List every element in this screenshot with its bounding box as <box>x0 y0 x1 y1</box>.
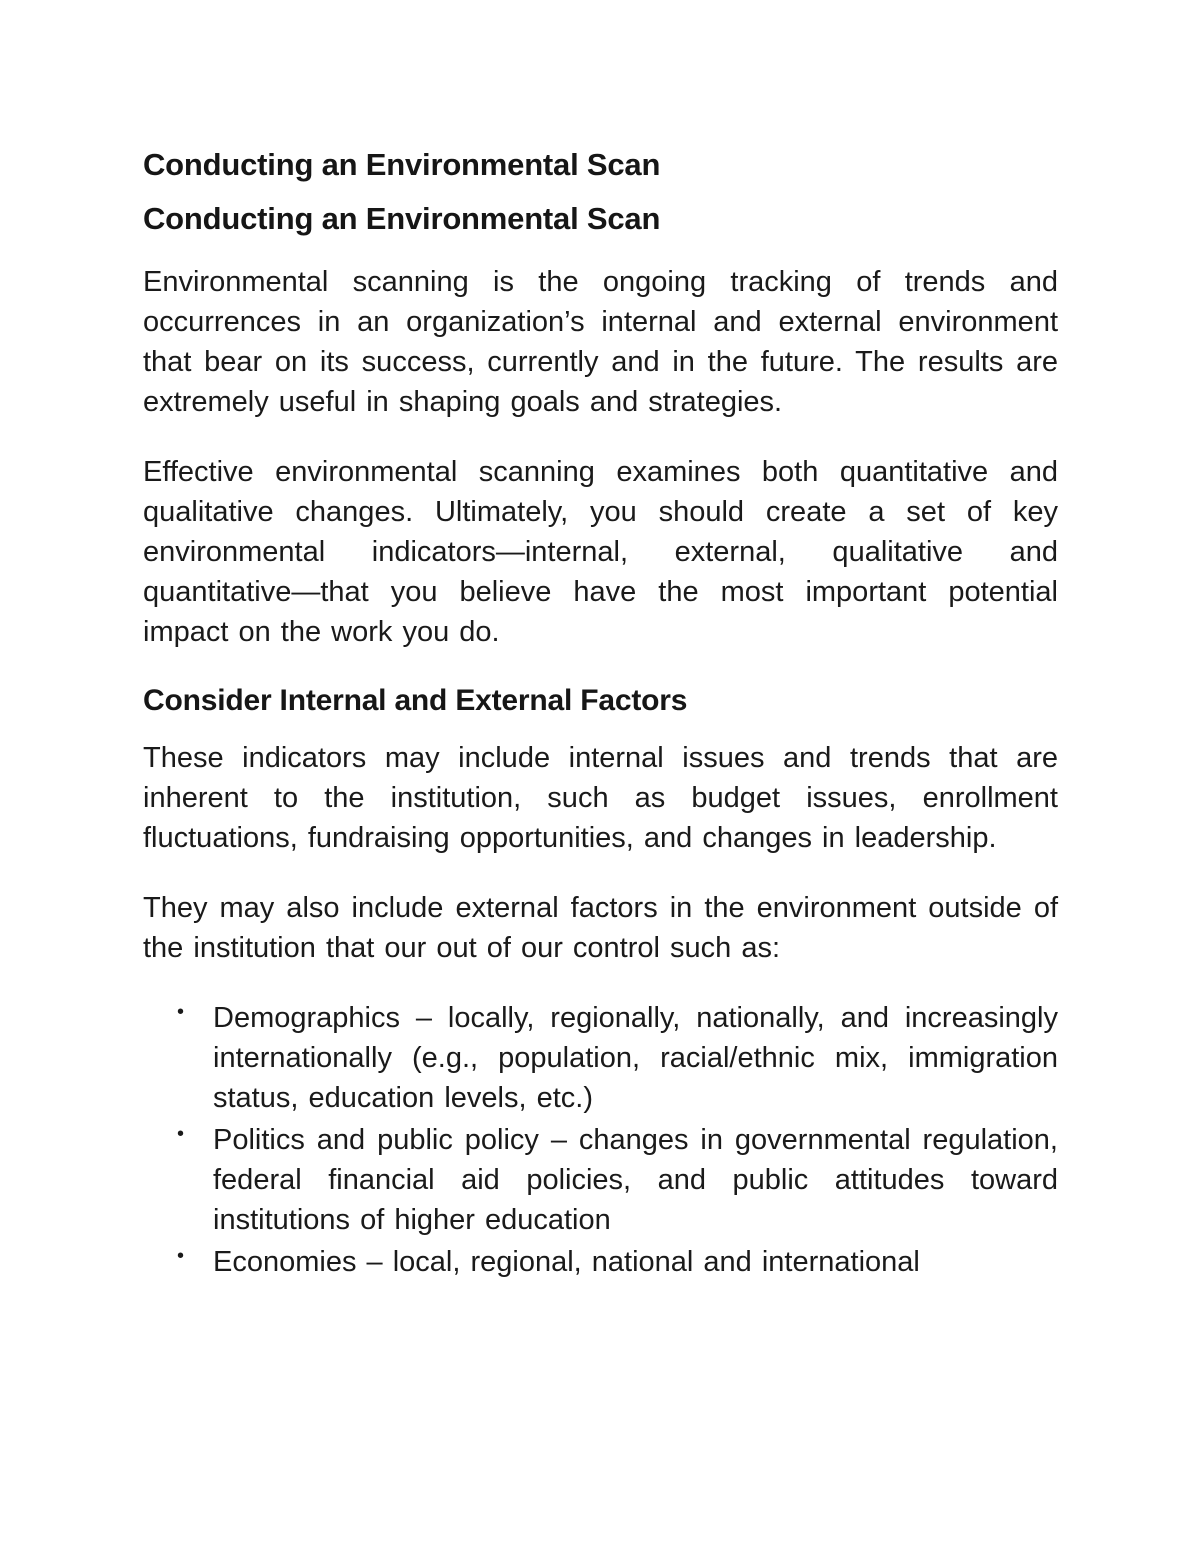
list-item-text: Demographics – locally, regionally, nationally, and increasingly internationally (e.g., population, racial/ethnic mix, immigration status, education levels, etc.) <box>213 1002 1058 1114</box>
list-item-text: Economies – local, regional, national and international <box>213 1246 920 1278</box>
list-item-text: Politics and public policy – changes in governmental regulation, federal financial aid policies, and public attitudes toward institutions of higher education <box>213 1124 1058 1236</box>
external-factors-list <box>143 998 1058 1282</box>
list-item-economies <box>177 1242 1058 1282</box>
section-heading-internal-external-factors: Consider Internal and External Factors <box>143 684 688 717</box>
intro-paragraph: Environmental scanning is the ongoing tracking of trends and occurrences in an organization’s internal and external environment that bear on its success, currently and in the future. The results are extremely useful in shaping goals and strategies. <box>143 266 1058 418</box>
list-item-politics <box>177 1120 1058 1240</box>
external-factors-paragraph: They may also include external factors in the environment outside of the institution that our out of our control such as: <box>143 892 1058 964</box>
internal-factors-paragraph: These indicators may include internal issues and trends that are inherent to the institution, such as budget issues, enrollment fluctuations, fundraising opportunities, and changes in leadership. <box>143 742 1058 854</box>
document-title-duplicate: Conducting an Environmental Scan <box>143 201 661 236</box>
bullet-icon: • <box>177 1123 185 1145</box>
bullet-icon: • <box>177 1245 185 1267</box>
list-item-demographics <box>177 998 1058 1118</box>
bullet-icon: • <box>177 1001 185 1023</box>
effective-scanning-paragraph: Effective environmental scanning examines both quantitative and qualitative changes. Ultimately, you should create a set of key environmental indicators—internal, external, qualitative and quantitative—that you believe have the most important potential impact on the work you do. <box>143 456 1058 648</box>
document-title: Conducting an Environmental Scan <box>143 147 661 182</box>
